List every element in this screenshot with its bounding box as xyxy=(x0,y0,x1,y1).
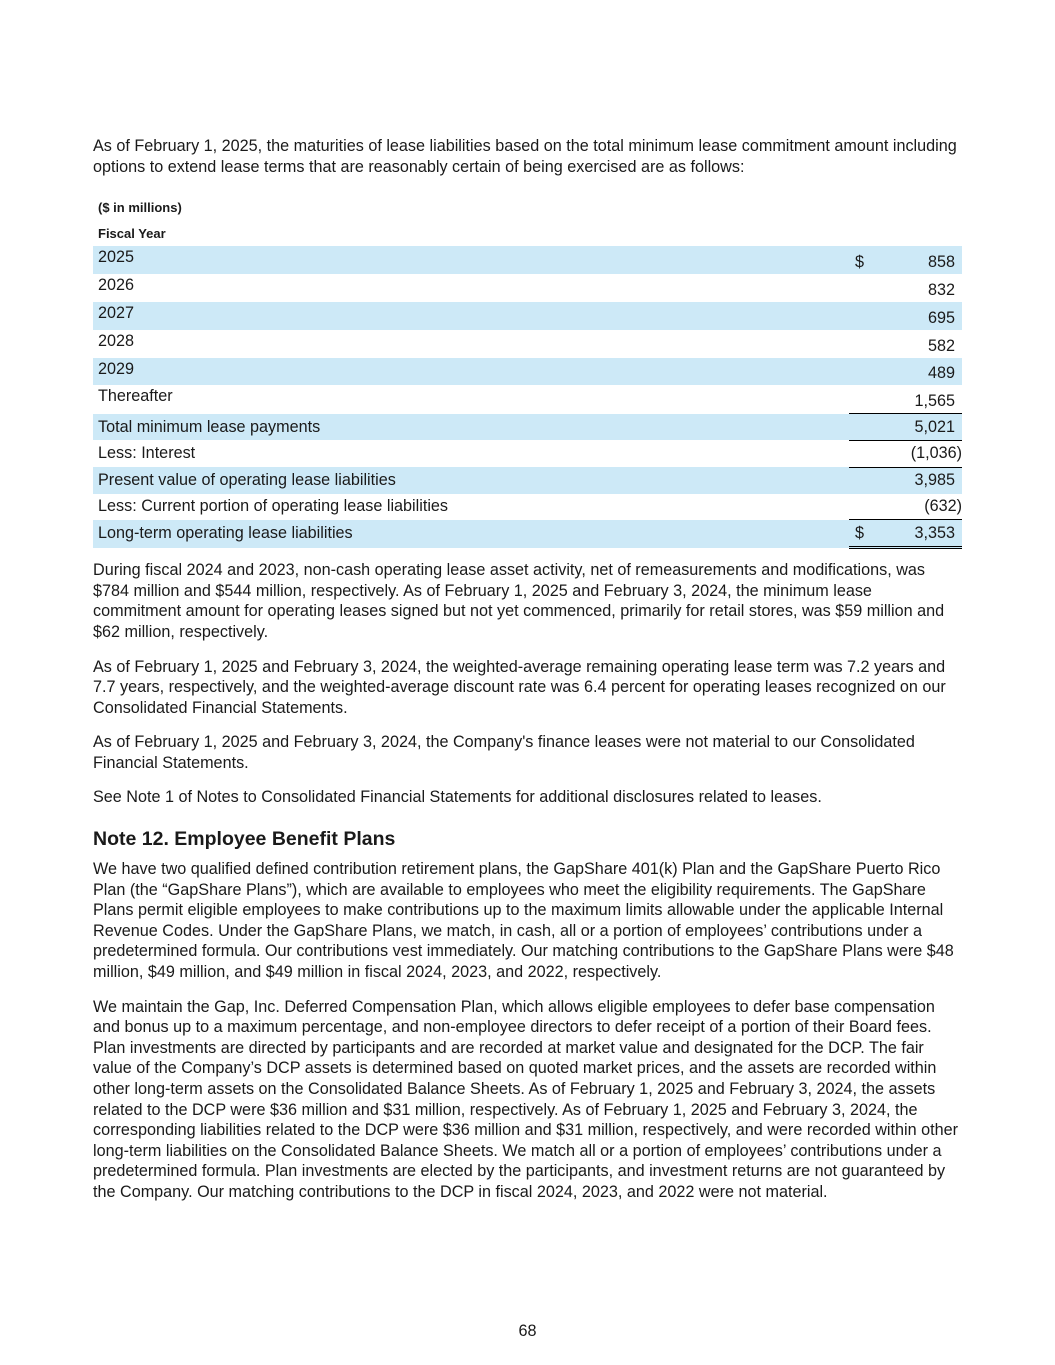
lease-maturities-table xyxy=(93,246,962,549)
table-row xyxy=(93,358,962,386)
table-row xyxy=(93,246,962,274)
row-label: 2026 xyxy=(98,276,135,295)
intro-paragraph: As of February 1, 2025, the maturities of lease liabilities based on the total minimum lease commitment amount including options to extend lease terms that are reasonably certain of being exercised are as follows: xyxy=(93,137,957,176)
table-row-total xyxy=(93,414,962,441)
paragraph: As of February 1, 2025 and February 3, 2024, the weighted-average remaining operating lease term was 7.2 years and 7.7 years, respectively, and the weighted-average discount rate was 6.4 percent for operating leases recognized on our Consolidated Financial Statements. xyxy=(93,657,946,717)
row-value: (632) xyxy=(924,496,962,515)
row-label: 2027 xyxy=(93,302,849,330)
page-number: 68 xyxy=(518,1322,537,1340)
row-value: 1,565 xyxy=(914,392,955,411)
row-value: 3,353 xyxy=(885,520,962,548)
table-row xyxy=(93,440,962,467)
paragraph: We have two qualified defined contribution retirement plans, the GapShare 401(k) Plan and the GapShare Puerto Rico Plan (the “GapShare Plans”), which are available to employees who meet the eligibility requirements. The GapShare Plans permit eligible employees to make contributions up to the maximum limits allowable under the applicable Internal Revenue Codes. Under the GapShare Plans, we match, in cash, all or a portion of employees’ contributions under a predetermined formula. Our contributions vest immediately. Our matching contributions to the GapShare Plans were $48 million, $49 million, and $49 million in fiscal 2024, 2023, and 2022, respectively. xyxy=(93,860,954,982)
row-label: 2025 xyxy=(93,246,849,274)
section-heading: Note 12. Employee Benefit Plans xyxy=(93,828,396,851)
table-row xyxy=(93,274,962,302)
row-value: 858 xyxy=(885,246,962,274)
table-row-grand-total xyxy=(93,520,962,548)
row-label: 2028 xyxy=(98,331,135,350)
currency-symbol: $ xyxy=(849,520,885,548)
row-value: 3,985 xyxy=(885,467,962,493)
page-content xyxy=(93,136,962,1217)
paragraph: During fiscal 2024 and 2023, non-cash operating lease asset activity, net of remeasurements and modifications, was $784 million and $544 million, respectively. As of February 1, 2025 and February 3, 2024, the minimum lease commitment amount for operating leases signed but not yet commenced, primarily for retail stores, was $59 million and $62 million, respectively. xyxy=(93,561,945,641)
row-value: 5,021 xyxy=(885,414,962,441)
row-value: 695 xyxy=(885,302,962,330)
row-label: Total minimum lease payments xyxy=(93,414,849,441)
table-row xyxy=(93,385,962,413)
row-label: Long-term operating lease liabilities xyxy=(93,520,849,548)
currency-symbol: $ xyxy=(849,246,885,274)
table-header-fiscal-year: Fiscal Year xyxy=(98,225,166,241)
paragraph: We maintain the Gap, Inc. Deferred Compensation Plan, which allows eligible employees to defer base compensation and bonus up to a maximum percentage, and non-employee directors to defer receipt of a portion of their Board fees. Plan investments are directed by participants and are recorded at market value and designated for the DCP. The fair value of the Company’s DCP assets is determined based on quoted market prices, and the assets are recorded within other long-term assets on the Consolidated Balance Sheets. As of February 1, 2025 and February 3, 2024, the assets related to the DCP were $36 million and $31 million, respectively. As of February 1, 2025 and February 3, 2024, the corresponding liabilities related to the DCP were $36 million and $31 million, respectively, and were recorded within other long-term liabilities on the Consolidated Balance Sheets. We match all or a portion of employees’ contributions under a predetermined formula. Plan investments are elected by the participants, and investment returns are not guaranteed by the Company. Our matching contributions to the DCP in fiscal 2024, 2023, and 2022 were not material. xyxy=(93,997,958,1201)
table-row xyxy=(93,494,962,520)
row-label: Less: Interest xyxy=(98,444,196,463)
table-row xyxy=(93,330,962,358)
row-value: 832 xyxy=(927,280,955,299)
row-label: Thereafter xyxy=(98,387,173,406)
paragraph: See Note 1 of Notes to Consolidated Financial Statements for additional disclosures related to leases. xyxy=(93,788,822,807)
row-value: 582 xyxy=(927,336,955,355)
table-units: ($ in millions) xyxy=(98,200,182,216)
row-label: Less: Current portion of operating lease liabilities xyxy=(98,497,449,516)
table-row xyxy=(93,302,962,330)
table-row-subtotal xyxy=(93,467,962,493)
row-value: (1,036) xyxy=(885,440,962,467)
row-label: 2029 xyxy=(93,358,849,386)
row-label: Present value of operating lease liabilities xyxy=(93,467,849,493)
lease-notes xyxy=(93,560,962,1202)
paragraph: As of February 1, 2025 and February 3, 2024, the Company's finance leases were not material to our Consolidated Financial Statements. xyxy=(93,733,915,772)
row-value: 489 xyxy=(885,358,962,386)
